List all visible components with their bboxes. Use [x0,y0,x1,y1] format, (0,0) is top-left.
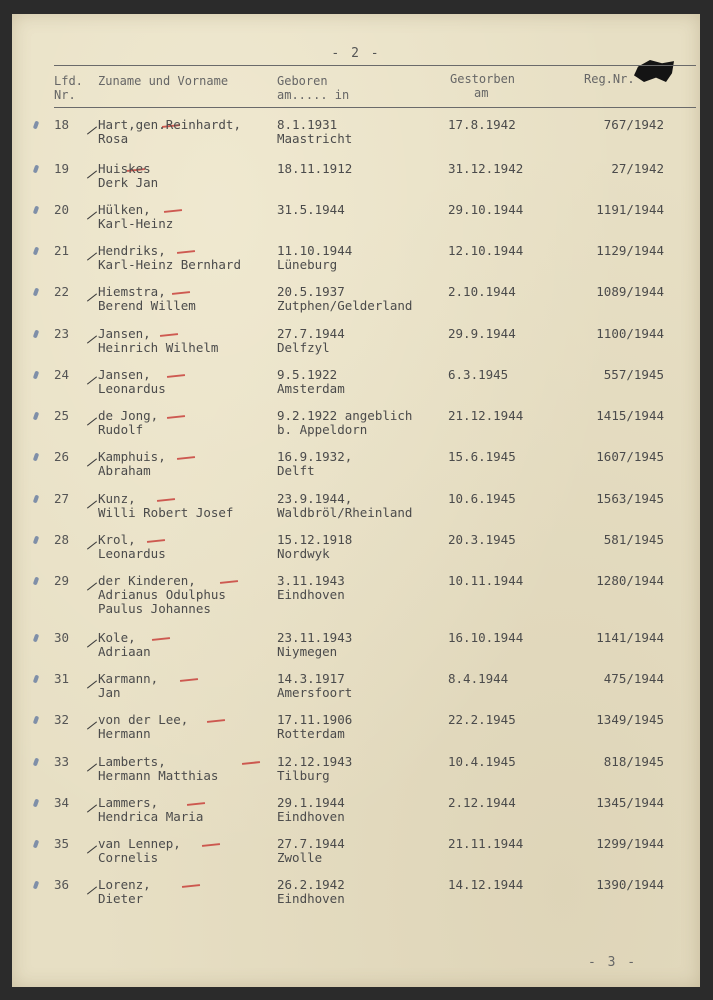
header-lfd: Lfd. [54,74,83,88]
table-row [12,327,700,367]
row-death-date: 12.10.1944 [448,243,524,258]
row-birth-date: 11.10.1944 [277,243,353,258]
row-surname: Hendriks, [98,243,166,258]
row-registry-number: 1563/1945 [596,491,664,506]
row-registry-number: 1299/1944 [596,836,664,851]
row-death-date: 29.10.1944 [448,202,524,217]
row-birth-date: 8.1.1931 [277,117,338,132]
table-row [12,409,700,449]
row-birth-date: 27.7.1944 [277,836,345,851]
row-given-names: Hermann [98,726,151,741]
table-row [12,878,700,918]
row-birth-place: b. Appeldorn [277,422,368,437]
row-birth-date: 29.1.1944 [277,795,345,810]
row-birth-place: Delfzyl [277,340,330,355]
row-death-date: 10.6.1945 [448,491,516,506]
row-death-date: 15.6.1945 [448,449,516,464]
row-surname: Kamphuis, [98,449,166,464]
row-death-date: 21.12.1944 [448,408,524,423]
row-surname: Karmann, [98,671,159,686]
row-registry-number: 1607/1945 [596,449,664,464]
row-registry-number: 818/1945 [603,754,664,769]
pencil-tick-mark [87,804,97,812]
row-number: 21 [54,243,70,258]
row-birth-place: Maastricht [277,131,353,146]
red-pencil-mark [157,498,175,502]
row-number: 36 [54,877,70,892]
table-row [12,533,700,573]
header-rule-bottom [54,107,696,108]
margin-check-mark [33,371,39,380]
next-page-number: - 3 - [588,955,638,970]
row-surname: Kunz, [98,491,136,506]
margin-check-mark [33,881,39,890]
row-number: 35 [54,836,70,851]
row-birth-place: Niymegen [277,644,338,659]
table-row [12,450,700,490]
row-birth-date: 3.11.1943 [277,573,345,588]
red-pencil-mark [207,719,225,723]
pencil-tick-mark [87,335,97,343]
row-birth-place: Eindhoven [277,891,345,906]
table-row [12,368,700,408]
table-row [12,796,700,836]
row-number: 22 [54,284,70,299]
row-birth-place: Eindhoven [277,587,345,602]
row-given-names: Rudolf [98,422,144,437]
row-surname: Lamberts, [98,754,166,769]
row-registry-number: 1390/1944 [596,877,664,892]
row-birth-place: Waldbröl/Rheinland [277,505,413,520]
row-birth-date: 15.12.1918 [277,532,353,547]
row-death-date: 20.3.1945 [448,532,516,547]
pencil-tick-mark [87,845,97,853]
row-number: 19 [54,161,70,176]
row-death-date: 22.2.1945 [448,712,516,727]
red-pencil-mark [167,374,185,378]
red-pencil-mark [167,415,185,419]
row-given-names: Heinrich Wilhelm [98,340,219,355]
red-pencil-mark [220,580,238,584]
row-given-names: Derk Jan [98,175,159,190]
margin-check-mark [33,495,39,504]
table-row [12,755,700,795]
header-name: Zuname und Vorname [98,74,229,88]
margin-check-mark [33,758,39,767]
row-surname: de Jong, [98,408,159,423]
row-given-names-cont: Paulus Johannes [98,601,211,616]
header-nr: Nr. [54,88,76,102]
margin-check-mark [33,206,39,215]
pencil-tick-mark [87,211,97,219]
margin-check-mark [33,330,39,339]
pencil-tick-mark [87,417,97,425]
row-number: 32 [54,712,70,727]
row-number: 24 [54,367,70,382]
table-row [12,162,700,202]
row-birth-place: Rotterdam [277,726,345,741]
row-death-date: 6.3.1945 [448,367,509,382]
row-number: 30 [54,630,70,645]
row-given-names: Abraham [98,463,151,478]
table-row [12,672,700,712]
row-death-date: 29.9.1944 [448,326,516,341]
row-surname: Hiemstra, [98,284,166,299]
red-pencil-mark [202,843,220,847]
row-number: 28 [54,532,70,547]
row-death-date: 2.12.1944 [448,795,516,810]
row-given-names: Cornelis [98,850,159,865]
row-registry-number: 27/1942 [611,161,664,176]
pencil-tick-mark [87,541,97,549]
table-row [12,203,700,243]
document-page [12,14,700,987]
row-registry-number: 1280/1944 [596,573,664,588]
pencil-tick-mark [87,886,97,894]
row-surname: Hart,gen.Reinhardt, [98,117,241,132]
row-surname: Jansen, [98,326,151,341]
row-birth-date: 31.5.1944 [277,202,345,217]
margin-check-mark [33,412,39,421]
pencil-tick-mark [87,170,97,178]
row-number: 23 [54,326,70,341]
row-registry-number: 1100/1944 [596,326,664,341]
row-death-date: 8.4.1944 [448,671,509,686]
margin-check-mark [33,288,39,297]
red-pencil-mark [180,678,198,682]
pencil-tick-mark [87,721,97,729]
margin-check-mark [33,453,39,462]
row-birth-place: Tilburg [277,768,330,783]
row-given-names: Karl-Heinz Bernhard [98,257,241,272]
margin-check-mark [33,247,39,256]
row-given-names: Jan [98,685,121,700]
row-surname: van Lennep, [98,836,181,851]
pencil-tick-mark [87,376,97,384]
pencil-tick-mark [87,680,97,688]
row-given-names: Dieter [98,891,144,906]
row-given-names: Adrianus Odulphus [98,587,226,602]
row-number: 18 [54,117,70,132]
row-given-names: Adriaan [98,644,151,659]
row-birth-date: 20.5.1937 [277,284,345,299]
header-reg: Reg.Nr. [584,72,635,86]
row-birth-place: Amersfoort [277,685,353,700]
row-death-date: 10.11.1944 [448,573,524,588]
margin-check-mark [33,675,39,684]
margin-check-mark [33,840,39,849]
row-death-date: 2.10.1944 [448,284,516,299]
red-pencil-mark [164,209,182,213]
row-death-date: 14.12.1944 [448,877,524,892]
table-row [12,574,700,614]
row-number: 26 [54,449,70,464]
row-surname: der Kinderen, [98,573,196,588]
header-birth: Geboren [277,74,328,88]
pencil-tick-mark [87,763,97,771]
row-registry-number: 475/1944 [603,671,664,686]
row-surname: von der Lee, [98,712,189,727]
header-death: Gestorben [450,72,516,86]
margin-check-mark [33,716,39,725]
pencil-tick-mark [87,252,97,260]
row-birth-date: 26.2.1942 [277,877,345,892]
margin-check-mark [33,799,39,808]
table-row [12,118,700,158]
margin-check-mark [33,165,39,174]
row-birth-date: 12.12.1943 [277,754,353,769]
row-registry-number: 767/1942 [603,117,664,132]
red-pencil-mark [152,637,170,641]
row-birth-place: Lüneburg [277,257,338,272]
row-birth-place: Eindhoven [277,809,345,824]
pencil-tick-mark [87,582,97,590]
table-row [12,244,700,284]
row-registry-number: 1349/1945 [596,712,664,727]
margin-check-mark [33,121,39,130]
pencil-tick-mark [87,293,97,301]
row-birth-date: 9.5.1922 [277,367,338,382]
row-registry-number: 557/1945 [603,367,664,382]
margin-check-mark [33,577,39,586]
pencil-tick-mark [87,500,97,508]
row-death-date: 17.8.1942 [448,117,516,132]
row-birth-date: 17.11.1906 [277,712,353,727]
red-pencil-mark [182,884,200,888]
row-given-names: Rosa [98,131,129,146]
header-birth-sub: am..... in [277,88,350,102]
row-given-names: Leonardus [98,546,166,561]
row-death-date: 10.4.1945 [448,754,516,769]
page-number: - 2 - [331,46,381,61]
row-death-date: 16.10.1944 [448,630,524,645]
row-given-names: Hendrica Maria [98,809,204,824]
header-rule-top [54,65,696,66]
row-birth-date: 23.9.1944, [277,491,353,506]
row-number: 31 [54,671,70,686]
row-registry-number: 1191/1944 [596,202,664,217]
red-pencil-mark [177,456,195,460]
pencil-tick-mark [87,126,97,134]
red-pencil-mark [177,250,195,254]
row-registry-number: 1089/1944 [596,284,664,299]
row-given-names: Hermann Matthias [98,768,219,783]
row-number: 29 [54,573,70,588]
row-surname: Huiskes [98,161,151,176]
table-row [12,492,700,532]
row-surname: Jansen, [98,367,151,382]
row-birth-place: Zwolle [277,850,323,865]
row-birth-place: Amsterdam [277,381,345,396]
header-death-sub: am [474,86,489,100]
row-birth-date: 9.2.1922 angeblich [277,408,413,423]
row-registry-number: 1129/1944 [596,243,664,258]
row-surname: Kole, [98,630,136,645]
red-pencil-mark [147,539,165,543]
row-surname: Hülken, [98,202,151,217]
pencil-tick-mark [87,458,97,466]
row-given-names: Berend Willem [98,298,196,313]
row-surname: Krol, [98,532,136,547]
row-birth-date: 18.11.1912 [277,161,353,176]
row-death-date: 31.12.1942 [448,161,524,176]
row-number: 27 [54,491,70,506]
torn-corner [634,60,674,82]
row-birth-date: 23.11.1943 [277,630,353,645]
row-number: 33 [54,754,70,769]
row-surname: Lorenz, [98,877,151,892]
table-row [12,837,700,877]
row-birth-date: 27.7.1944 [277,326,345,341]
row-birth-place: Delft [277,463,315,478]
row-given-names: Willi Robert Josef [98,505,234,520]
row-registry-number: 1415/1944 [596,408,664,423]
row-number: 20 [54,202,70,217]
red-pencil-mark [172,291,190,295]
margin-check-mark [33,634,39,643]
row-birth-place: Nordwyk [277,546,330,561]
row-given-names: Karl-Heinz [98,216,174,231]
pencil-tick-mark [87,639,97,647]
row-number: 34 [54,795,70,810]
table-row [12,713,700,753]
table-row [12,285,700,325]
row-registry-number: 1141/1944 [596,630,664,645]
red-pencil-mark [242,761,260,765]
table-row [12,631,700,671]
row-registry-number: 581/1945 [603,532,664,547]
row-birth-date: 14.3.1917 [277,671,345,686]
row-registry-number: 1345/1944 [596,795,664,810]
row-given-names: Leonardus [98,381,166,396]
row-death-date: 21.11.1944 [448,836,524,851]
row-surname: Lammers, [98,795,159,810]
row-number: 25 [54,408,70,423]
row-birth-date: 16.9.1932, [277,449,353,464]
margin-check-mark [33,536,39,545]
red-pencil-mark [160,333,178,337]
row-birth-place: Zutphen/Gelderland [277,298,413,313]
red-pencil-mark [187,802,205,806]
